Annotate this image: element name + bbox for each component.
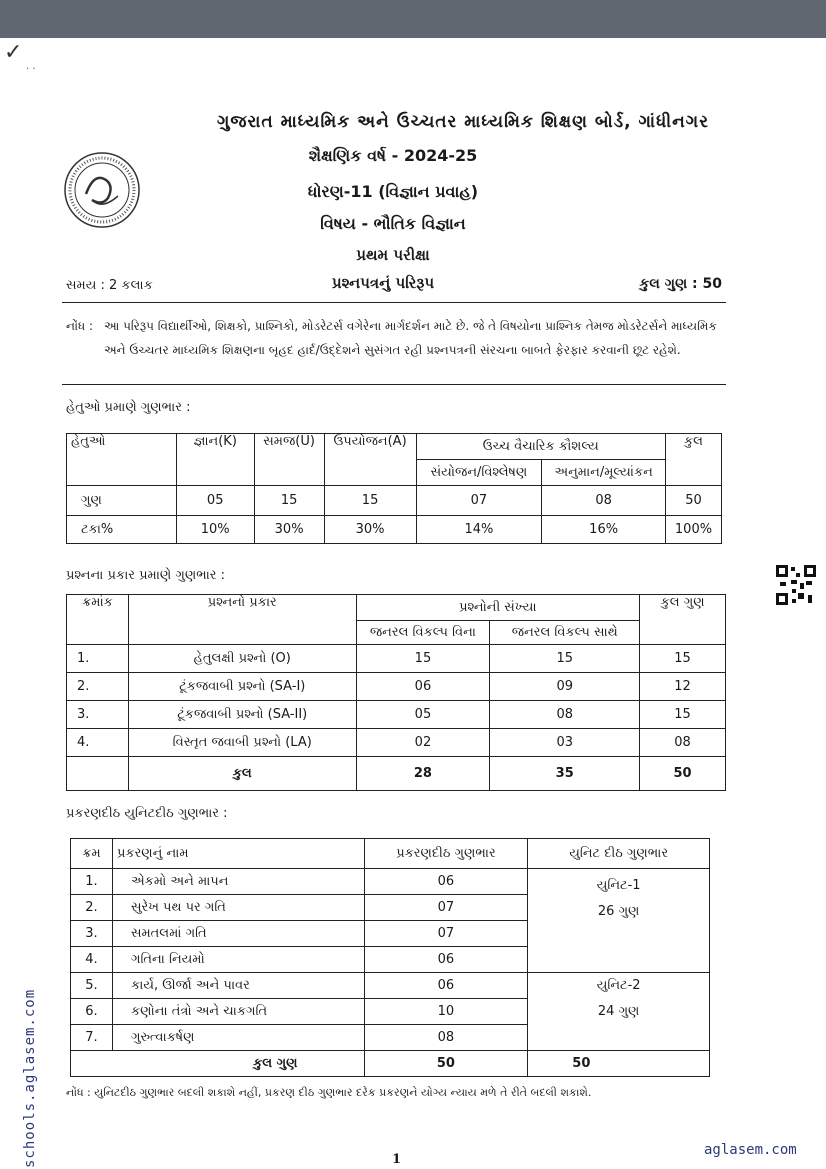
side-watermark: schools.aglasem.com [22,988,38,1168]
table-cell: હેતુલક્ષી પ્રશ્નો (O) [128,645,356,673]
corner-watermark: aglasem.com [704,1142,797,1158]
total-marks: કુલ ગુણ : 50 [639,276,722,292]
table-cell: 5. [71,973,113,999]
header-cell: હેતુઓ [67,434,177,486]
table-cell: 02 [356,729,490,757]
table-cell: 07 [364,895,528,921]
table-cell: 10% [176,516,254,544]
table-cell: 03 [490,729,640,757]
table-cell: 2. [71,895,113,921]
table-row [67,673,726,701]
total-label: કુલ ગુણ [71,1051,365,1077]
header-cell: અનુમાન/મૂલ્યાંકન [542,460,666,486]
table-cell: 35 [490,757,640,791]
exam-duration: સમય : 2 કલાક [66,278,153,293]
table-cell: 06 [356,673,490,701]
section-title-question-type: પ્રશ્નના પ્રકાર પ્રમાણે ગુણભાર : [66,568,226,583]
table-row [67,645,726,673]
chapter-unit-table [70,838,710,1077]
table-cell: સુરેખ પથ પર ગતિ [112,895,364,921]
table-cell: ગતિના નિયમો [112,947,364,973]
table-cell: વિસ્તૃત જવાબી પ્રશ્નો (LA) [128,729,356,757]
unit-2-label: યુનિટ-2 [596,978,641,993]
header-cell: પ્રકરણનું નામ [112,839,364,869]
table-cell: 15 [640,645,726,673]
note-text: આ પરિરૂપ વિદ્યાર્થીઓ, શિક્ષકો, પ્રાશ્નિકો, મોડરેટર્સ વગેરેના માર્ગદર્શન માટે છે. જે તે વિષયોના પ્રાશ્નિક તેમજ મોડરેટર્સને માધ્યમિક અને ઉચ્ચતર માધ્યમિક શિક્ષણના બૃહદ હાર્દ/ઉદ્દેશને સુસંગત રહી પ્રશ્નપત્રની સંરચના બાબતે ફેરફાર કરવાની છૂટ રહેશે. [104,319,717,357]
header-cell: સમજ(U) [254,434,324,486]
header-cell: પ્રકરણદીઠ ગુણભાર [364,839,528,869]
document-title: પ્રશ્નપત્રનું પરિરૂપ [331,274,435,292]
header-cell: સંયોજન/વિશ્લેષણ [416,460,542,486]
academic-year: શૈક્ષણિક વર્ષ - 2024-25 [308,146,478,165]
divider [62,384,726,385]
table-cell: 15 [324,486,416,516]
row-label: ગુણ [67,486,177,516]
table-row [67,516,722,544]
table-cell: સમતલમાં ગતિ [112,921,364,947]
header-cell: જનરલ વિકલ્પ વિના [356,621,490,645]
table-cell: 06 [364,869,528,895]
table-cell: 08 [542,486,666,516]
unit-1-label: યુનિટ-1 [596,878,641,893]
table-total-row [67,757,726,791]
table-row [71,973,710,999]
table-cell: 08 [364,1025,528,1051]
page-number: 1 [392,1152,402,1167]
header-cell: ક્રમ [71,839,113,869]
qr-code-icon [776,565,816,605]
table-cell: 28 [356,757,490,791]
header-cell: જ્ઞાન(K) [176,434,254,486]
objectives-weightage-table [66,433,722,544]
table-cell: 15 [490,645,640,673]
table-cell: 14% [416,516,542,544]
table-cell: 05 [176,486,254,516]
table-cell: 15 [640,701,726,729]
table-cell: 6. [71,999,113,1025]
scanner-top-bar [0,0,826,38]
table-cell: 1. [71,869,113,895]
table-cell: 100% [665,516,721,544]
footnote: નોંધ : યુનિટદીઠ ગુણભાર બદલી શકાશે નહીં, પ્રકરણ દીઠ ગુણભાર દરેક પ્રકરણને યોગ્ય ન્યાય મળે તે રીતે બદલી શકાશે. [66,1086,592,1099]
table-cell: 50 [528,1051,710,1077]
note-block [66,314,726,362]
unit-2-cell [528,973,710,1051]
table-cell: 2. [67,673,129,701]
table-cell: 08 [640,729,726,757]
table-cell: 15 [254,486,324,516]
table-cell: 30% [254,516,324,544]
note-label: નોંધ : [66,319,93,333]
divider [62,302,726,303]
table-cell: કાર્ય, ઊર્જા અને પાવર [112,973,364,999]
table-cell: 05 [356,701,490,729]
check-mark-icon: ✓ [4,40,23,65]
unit-2-marks: 24 ગુણ [597,1004,640,1019]
table-cell: 10 [364,999,528,1025]
table-cell: 3. [67,701,129,729]
table-cell: 3. [71,921,113,947]
table-cell: 16% [542,516,666,544]
header-cell: જનરલ વિકલ્પ સાથે [490,621,640,645]
header-cell: પ્રશ્નોની સંખ્યા [356,595,640,621]
table-total-row [71,1051,710,1077]
section-title-chapter-unit: પ્રકરણદીઠ યુનિટદીઠ ગુણભાર : [66,806,228,821]
table-cell: ટૂંકજવાબી પ્રશ્નો (SA-II) [128,701,356,729]
header-cell: ક્રમાંક [67,595,129,645]
table-cell: 09 [490,673,640,701]
table-cell: 50 [665,486,721,516]
header-cell: કુલ ગુણ [640,595,726,645]
scan-specks: · · [26,64,36,75]
table-cell: 15 [356,645,490,673]
table-cell: 30% [324,516,416,544]
header-cell: કુલ [665,434,721,486]
total-label: કુલ [128,757,356,791]
header-cell: યુનિટ દીઠ ગુણભાર [528,839,710,869]
table-cell: 12 [640,673,726,701]
table-cell: 7. [71,1025,113,1051]
unit-1-cell [528,869,710,973]
table-cell: 06 [364,973,528,999]
unit-1-marks: 26 ગુણ [597,904,640,919]
table-cell: 08 [490,701,640,729]
exam-name: પ્રથમ પરીક્ષા [356,246,430,264]
header-cell: પ્રશ્નનો પ્રકાર [128,595,356,645]
section-title-objectives: હેતુઓ પ્રમાણે ગુણભાર : [66,400,191,415]
standard-stream: ધોરણ-11 (વિજ્ઞાન પ્રવાહ) [307,182,479,201]
board-name: ગુજરાત માધ્યમિક અને ઉચ્ચતર માધ્યમિક શિક્ષણ બોર્ડ, ગાંધીનગર [216,112,709,132]
header-cell: ઉચ્ચ વૈચારિક કૌશલ્ય [416,434,665,460]
question-type-table [66,594,726,791]
table-cell: 4. [71,947,113,973]
table-cell: ગુરુત્વાકર્ષણ [112,1025,364,1051]
table-cell: 50 [640,757,726,791]
table-row [67,486,722,516]
table-row [67,729,726,757]
table-cell: 07 [364,921,528,947]
table-cell: 07 [416,486,542,516]
table-cell: કણોના તંત્રો અને ચાકગતિ [112,999,364,1025]
table-row [67,701,726,729]
table-cell: 50 [364,1051,528,1077]
table-cell: 06 [364,947,528,973]
subject-title: વિષય - ભૌતિક વિજ્ઞાન [320,214,466,233]
table-cell: એકમો અને માપન [112,869,364,895]
table-cell: 1. [67,645,129,673]
table-row [71,869,710,895]
table-cell: ટૂંકજવાબી પ્રશ્નો (SA-I) [128,673,356,701]
row-label: ટકા% [67,516,177,544]
table-cell: 4. [67,729,129,757]
header-cell: ઉપયોજન(A) [324,434,416,486]
